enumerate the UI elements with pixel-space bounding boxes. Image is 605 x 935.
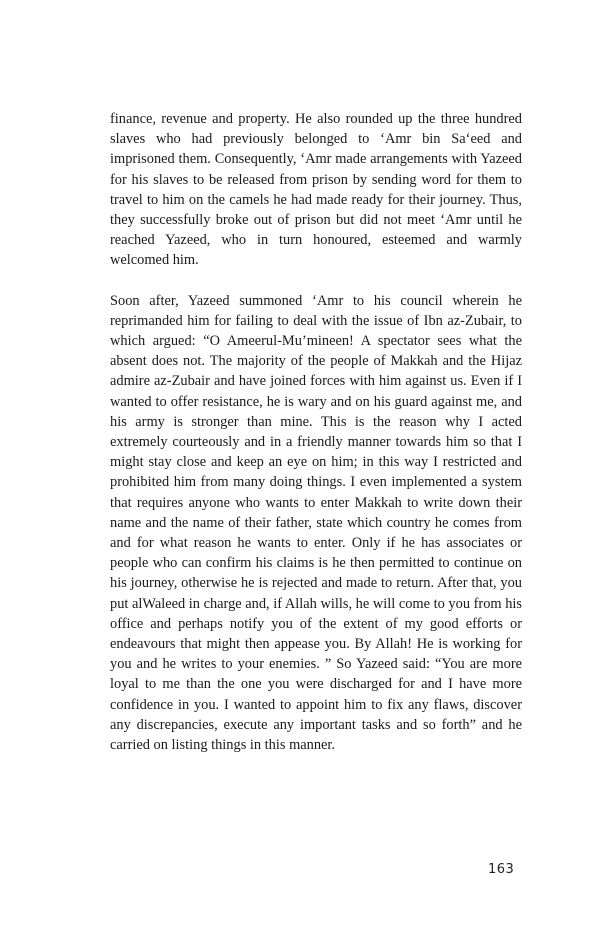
page-number: 163 xyxy=(488,862,515,877)
page-body xyxy=(110,109,522,755)
paragraph: Soon after, Yazeed summoned ‘Amr to his council wherein he reprimanded him for failing to deal with the issue of Ibn az-Zubair, to which argued: “O Ameerul-Mu’mineen! A spectator sees what the absent does not. The majority of the people of Makkah and the Hijaz admire az-Zubair and have joined forces with him against us. Even if I wanted to offer resistance, he is wary and on his guard against me, and his army is stronger than mine. This is the reason why I acted extremely courteously and in a friendly manner towards him so that I might stay close and keep an eye on him; in this way I restricted and prohibited him from many doing things. I even implemented a system that requires anyone who wants to enter Makkah to write down their name and the name of their father, state which country he comes from and for what reason he wants to enter. Only if he has associates or people who can confirm his claims is he then permitted to continue on his journey, otherwise he is rejected and made to return. After that, you put alWaleed in charge and, if Allah wills, he will come to you from his office and perhaps notify you of the extent of my good efforts or endeavours that might then appease you. By Allah! He is working for you and he writes to your enemies. ” So Yazeed said: “You are more loyal to me than the one you were discharged for and I have more confidence in you. I wanted to appoint him to fix any flaws, discover any discrepancies, execute any important tasks and so forth” and he carried on listing things in this manner. xyxy=(110,292,522,754)
paragraph: finance, revenue and property. He also rounded up the three hundred slaves who had previously belonged to ‘Amr bin Sa‘eed and imprisoned them. Consequently, ‘Amr made arrangements with Yazeed for his slaves to be released from prison by sending word for them to travel to him on the camels he had made ready for their journey. Thus, they successfully broke out of prison but did not meet ‘Amr until he reached Yazeed, who in turn honoured, esteemed and warmly welcomed him. xyxy=(110,111,522,269)
